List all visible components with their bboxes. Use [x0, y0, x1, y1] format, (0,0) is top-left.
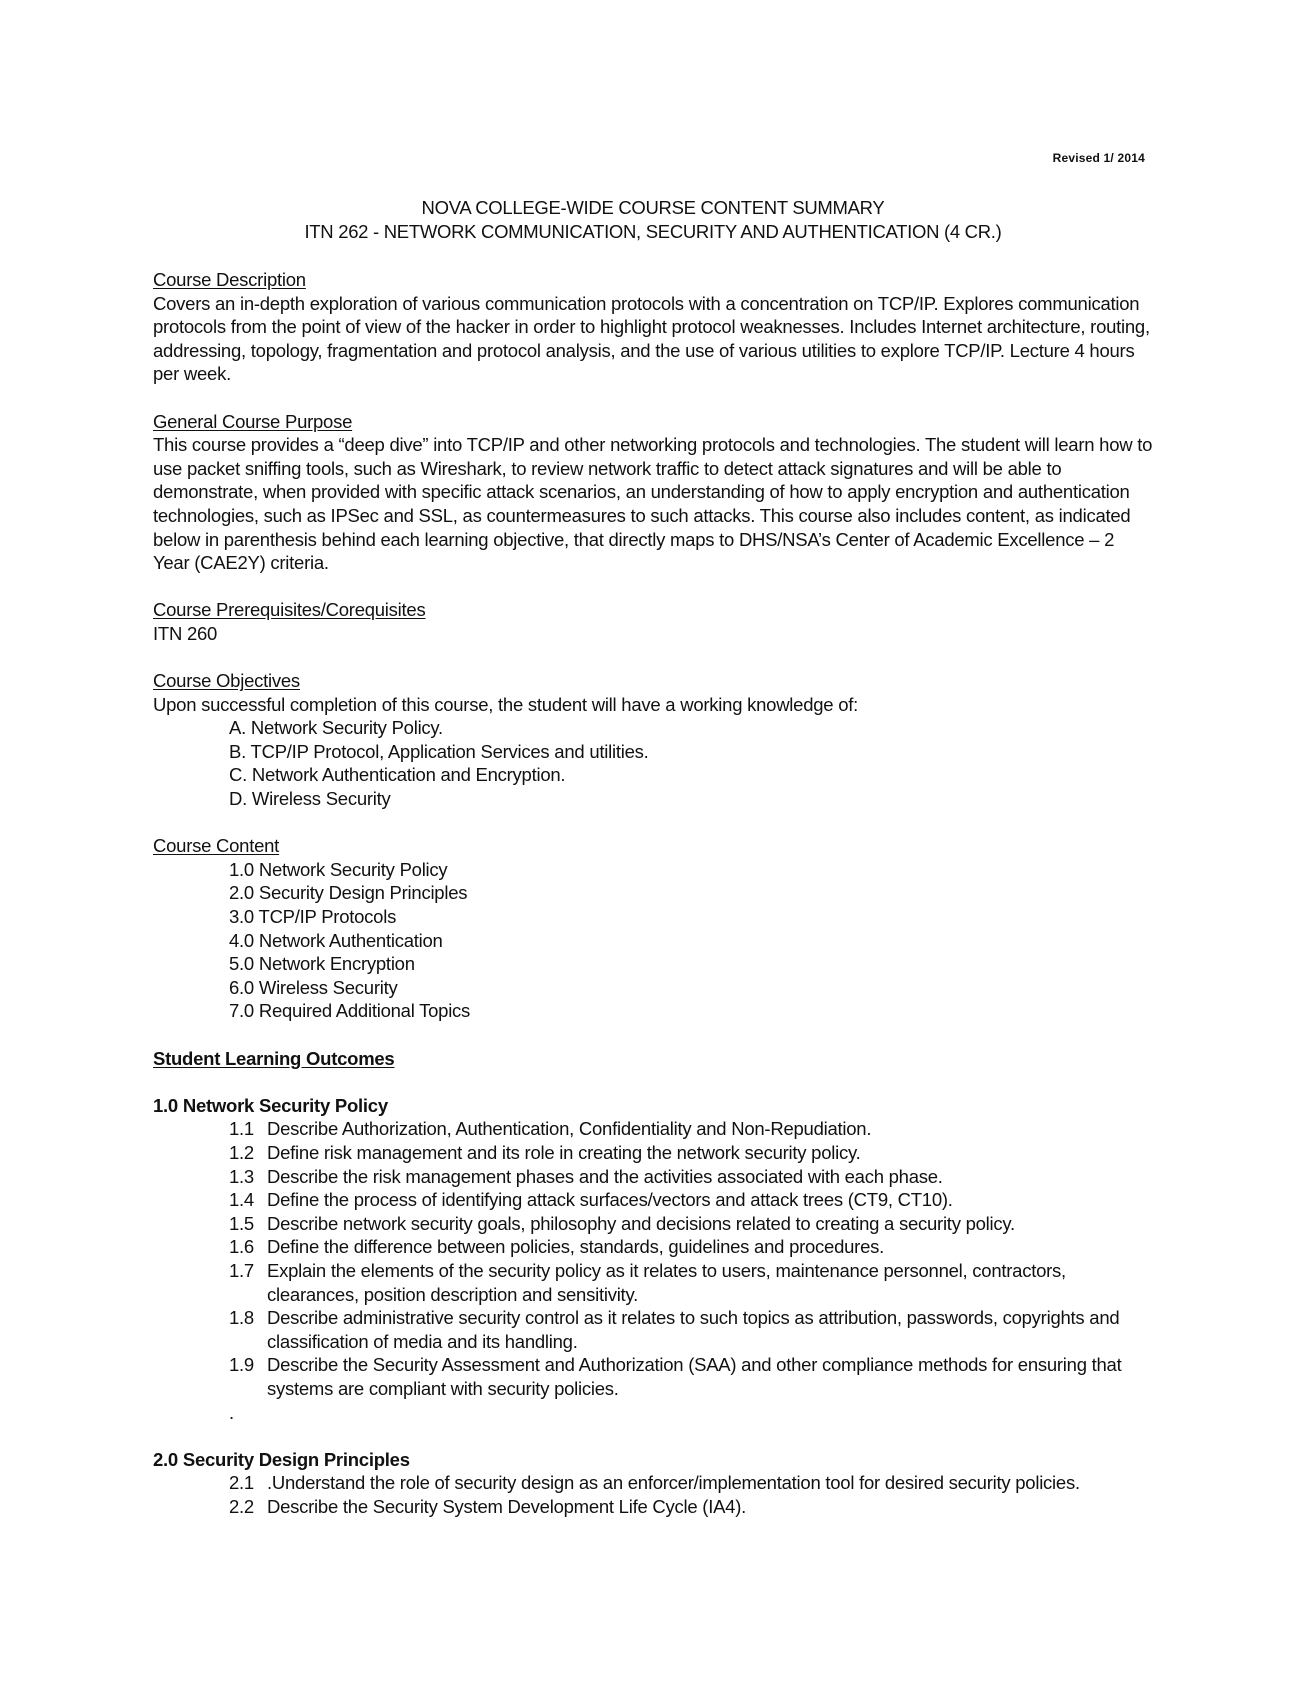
outcome-item: [153, 1306, 1153, 1353]
outcome-number: 1.7: [229, 1259, 254, 1281]
prerequisites-heading: Course Prerequisites/Corequisites: [153, 599, 426, 621]
content-item: 5.0 Network Encryption: [229, 953, 415, 975]
outcome-item: [153, 1165, 1153, 1189]
title-line-1: NOVA COLLEGE-WIDE COURSE CONTENT SUMMARY: [421, 197, 885, 218]
outcome-item: [153, 1235, 1153, 1259]
content-item: 1.0 Network Security Policy: [229, 858, 448, 880]
content-item: 6.0 Wireless Security: [229, 976, 398, 998]
outcome-number: 1.2: [229, 1141, 254, 1163]
revision-date: Revised 1/ 2014: [1052, 151, 1145, 165]
outcome-number: 1.6: [229, 1236, 254, 1258]
objective-item: C. Network Authentication and Encryption.: [229, 764, 566, 786]
outcome-number: 2.1: [229, 1472, 254, 1494]
outcome-item: [153, 1259, 1153, 1306]
content-section: [153, 834, 1153, 1023]
outcome-item: [153, 1495, 1153, 1519]
outcome-item: [153, 1353, 1153, 1400]
objectives-heading: Course Objectives: [153, 670, 300, 692]
outcome-item: [153, 1117, 1153, 1141]
outcome-number: 1.9: [229, 1354, 254, 1376]
outcome-number: 1.4: [229, 1189, 254, 1211]
outcomes-section-1-title: 1.0 Network Security Policy: [153, 1094, 388, 1116]
prerequisites-section: [153, 598, 1153, 645]
outcome-text: Describe administrative security control as it relates to such topics as attribution, passwords, copyrights and classification of media and its handling.: [267, 1307, 1120, 1352]
objectives-section: [153, 669, 1153, 811]
outcome-item: [153, 1471, 1153, 1495]
outcome-item: [153, 1212, 1153, 1236]
content-item: 3.0 TCP/IP Protocols: [229, 906, 397, 928]
course-purpose-section: [153, 410, 1153, 575]
content-list: [153, 858, 1153, 1023]
outcome-text: Define the process of identifying attack surfaces/vectors and attack trees (CT9, CT10).: [267, 1189, 953, 1211]
course-description-heading: Course Description: [153, 269, 306, 290]
outcome-number: 1.3: [229, 1165, 254, 1187]
outcomes-section-1: [153, 1094, 1153, 1424]
outcome-text: Describe network security goals, philosophy and decisions related to creating a security policy.: [267, 1212, 1015, 1234]
course-purpose-heading: General Course Purpose: [153, 410, 353, 432]
outcome-text: Explain the elements of the security policy as it relates to users, maintenance personnel, contractors, clearances, position description and sensitivity.: [267, 1259, 1066, 1305]
outcome-text: Describe the risk management phases and the activities associated with each phase.: [267, 1165, 943, 1187]
outcome-number: 1.5: [229, 1212, 254, 1234]
outcome-text: Describe the Security Assessment and Authorization (SAA) and other compliance methods for ensuring that systems are compliant with security policies.: [267, 1354, 1122, 1399]
outcome-text: Describe the Security System Development Life Cycle (IA4).: [267, 1495, 747, 1517]
document-body: [153, 268, 1153, 1518]
outcome-number: 2.2: [229, 1495, 254, 1517]
outcome-item: [153, 1188, 1153, 1212]
objectives-list: [153, 716, 1153, 810]
objective-item: D. Wireless Security: [229, 788, 391, 810]
outcome-number: 1.1: [229, 1118, 254, 1140]
outcomes-section-2-title: 2.0 Security Design Principles: [153, 1448, 410, 1470]
outcome-number: 1.8: [229, 1307, 254, 1329]
stray-mark: .: [229, 1401, 234, 1423]
course-description-text: Covers an in-depth exploration of various communication protocols with a concentration on TCP/IP. Explores communication protocols from the point of view of the hacker in order to highlight protocol weaknesses. Includes Internet architecture, routing, addressing, topology, fragmentation and protocol analysis, and the use of various utilities to explore TCP/IP. Lecture 4 hours per week.: [153, 292, 1150, 385]
content-item: 4.0 Network Authentication: [229, 929, 443, 951]
content-item: 2.0 Security Design Principles: [229, 882, 468, 904]
objectives-intro: Upon successful completion of this course, the student will have a working knowledge of:: [153, 693, 859, 715]
course-purpose-text: This course provides a “deep dive” into TCP/IP and other networking protocols and technologies. The student will learn how to use packet sniffing tools, such as Wireshark, to review network traffic to detect attack signatures and will be able to demonstrate, when provided with specific attack scenarios, an understanding of how to apply encryption and authentication technologies, such as IPSec and SSL, as countermeasures to such attacks. This course also includes content, as indicated below in parenthesis behind each learning objective, that directly maps to DHS/NSA’s Center of Academic Excellence – 2 Year (CAE2Y) criteria.: [153, 434, 1153, 574]
content-heading: Course Content: [153, 835, 280, 857]
prerequisites-text: ITN 260: [153, 622, 218, 644]
outcome-item: [153, 1141, 1153, 1165]
title-line-2: ITN 262 - NETWORK COMMUNICATION, SECURITY AND AUTHENTICATION (4 CR.): [304, 221, 1002, 242]
learning-outcomes-heading: Student Learning Outcomes: [153, 1047, 395, 1069]
outcome-text: Define the difference between policies, standards, guidelines and procedures.: [267, 1236, 885, 1258]
objective-item: B. TCP/IP Protocol, Application Services and utilities.: [229, 740, 649, 762]
outcomes-section-2: [153, 1448, 1153, 1519]
course-description-section: [153, 268, 1153, 386]
content-item: 7.0 Required Additional Topics: [229, 1000, 471, 1022]
objective-item: A. Network Security Policy.: [229, 717, 443, 739]
outcome-text: Describe Authorization, Authentication, Confidentiality and Non-Repudiation.: [267, 1118, 872, 1140]
outcome-text: Define risk management and its role in creating the network security policy.: [267, 1141, 861, 1163]
document-title: [0, 196, 1306, 244]
outcome-text: .Understand the role of security design as an enforcer/implementation tool for desired security policies.: [267, 1472, 1080, 1494]
